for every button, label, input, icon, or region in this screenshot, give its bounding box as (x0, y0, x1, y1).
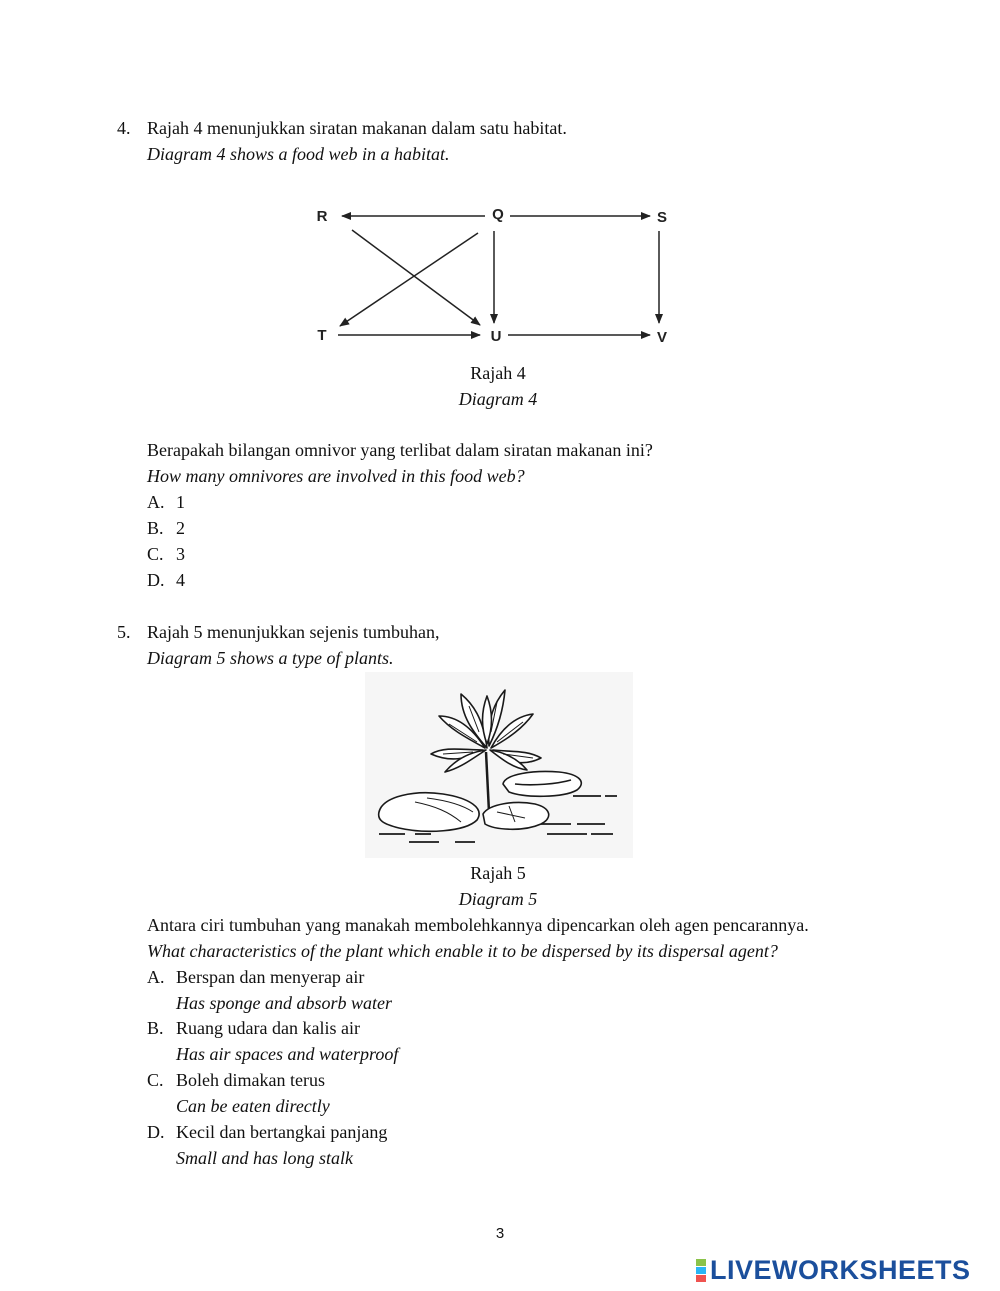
q4-option-b-letter: B. (147, 518, 164, 538)
node-v: V (656, 329, 668, 346)
q4-text-malay: Rajah 4 menunjukkan siratan makanan dalam satu habitat. (147, 118, 567, 138)
q5-option-d-malay: Kecil dan bertangkai panjang (176, 1122, 388, 1142)
q5-option-a-letter: A. (147, 967, 165, 987)
diagram4-caption-malay: Rajah 4 (470, 363, 526, 383)
water-lily-illustration (365, 672, 633, 858)
q5-option-b-letter: B. (147, 1018, 164, 1038)
q5-option-d-english: Small and has long stalk (176, 1148, 354, 1168)
q5-option-d-letter: D. (147, 1122, 165, 1142)
brand-name: LIVEWORKSHEETS (710, 1254, 971, 1285)
q4-option-a-letter: A. (147, 492, 165, 512)
liveworksheets-brand[interactable] (696, 1254, 971, 1286)
diagram5-caption-english: Diagram 5 (458, 889, 538, 909)
q5-question-malay: Antara ciri tumbuhan yang manakah membolehkannya dipencarkan oleh agen pencarannya. (147, 915, 809, 935)
q5-question-english: What characteristics of the plant which enable it to be dispersed by its dispersal agent? (147, 941, 778, 961)
node-q: Q (492, 206, 504, 223)
q5-option-c-english: Can be eaten directly (176, 1096, 330, 1116)
q5-option-b-malay: Ruang udara dan kalis air (176, 1018, 360, 1038)
q4-number: 4. (117, 118, 131, 138)
q5-option-c-malay: Boleh dimakan terus (176, 1070, 325, 1090)
q4-text-english: Diagram 4 shows a food web in a habitat. (147, 144, 450, 164)
diagram4-caption-english: Diagram 4 (458, 389, 538, 409)
q5-number: 5. (117, 622, 131, 642)
node-s: S (656, 209, 668, 226)
q4-option-d-letter: D. (147, 570, 165, 590)
liveworksheets-logo-icon (696, 1259, 706, 1282)
q5-option-c-letter: C. (147, 1070, 164, 1090)
arrow-q-to-t (340, 233, 478, 326)
node-t: T (317, 327, 327, 344)
q5-option-a-malay: Berspan dan menyerap air (176, 967, 365, 987)
q5-text-malay: Rajah 5 menunjukkan sejenis tumbuhan, (147, 622, 440, 642)
q5-option-a-english: Has sponge and absorb water (176, 993, 393, 1013)
page-number: 3 (495, 1225, 505, 1242)
q4-option-a-text: 1 (176, 492, 185, 512)
q4-question-malay: Berapakah bilangan omnivor yang terlibat dalam siratan makanan ini? (147, 440, 653, 460)
q4-option-c-letter: C. (147, 544, 164, 564)
diagram5-caption-malay: Rajah 5 (470, 863, 526, 883)
q5-option-b-english: Has air spaces and waterproof (176, 1044, 399, 1064)
q4-option-c-text: 3 (176, 544, 185, 564)
logo-block-blue (696, 1267, 706, 1274)
logo-block-green (696, 1259, 706, 1266)
logo-block-red (696, 1275, 706, 1282)
q4-question-english: How many omnivores are involved in this food web? (147, 466, 525, 486)
node-r: R (316, 208, 328, 225)
food-web-diagram (300, 195, 680, 355)
q5-text-english: Diagram 5 shows a type of plants. (147, 648, 394, 668)
q4-option-d-text: 4 (176, 570, 185, 590)
q4-option-b-text: 2 (176, 518, 185, 538)
node-u: U (490, 328, 502, 345)
